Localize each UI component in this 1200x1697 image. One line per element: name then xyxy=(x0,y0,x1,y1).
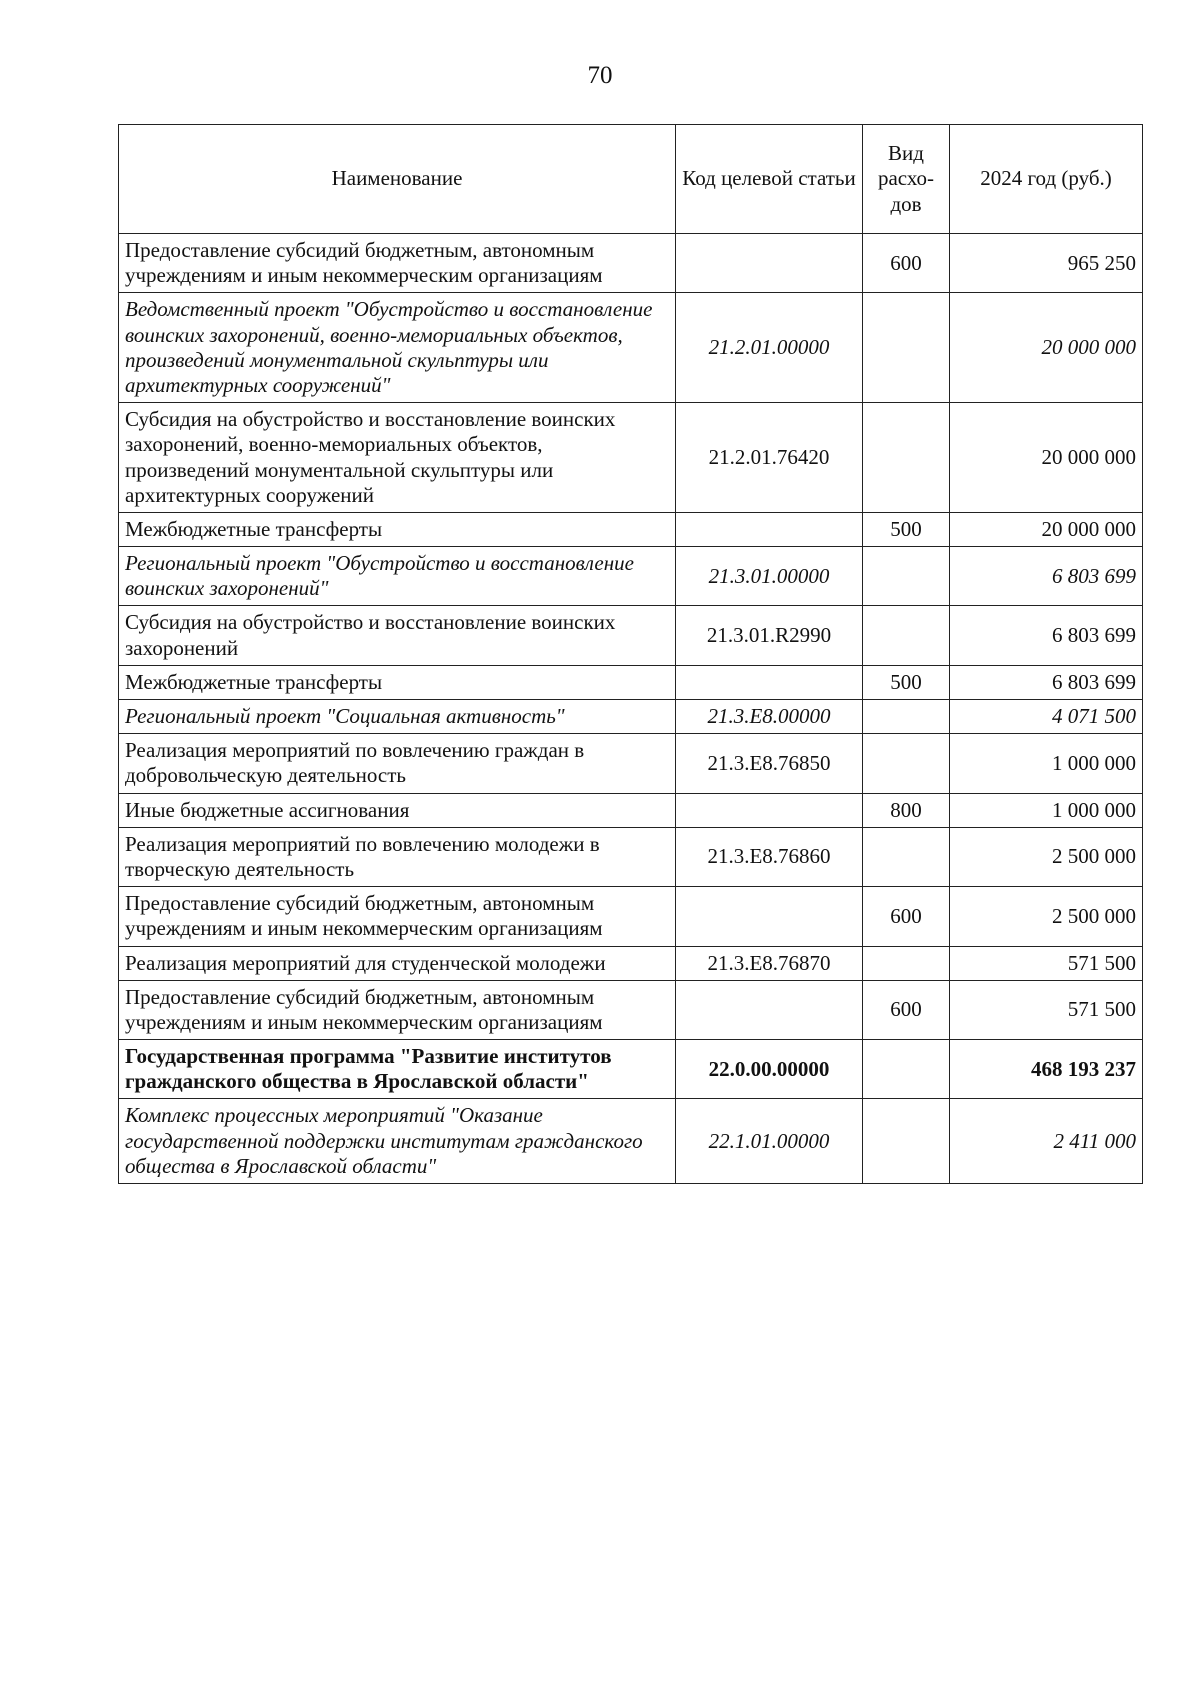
cell-sum: 965 250 xyxy=(950,234,1143,293)
cell-sum: 4 071 500 xyxy=(950,700,1143,734)
table-row xyxy=(119,946,1143,980)
cell-vid: 500 xyxy=(863,512,950,546)
header-name: Наименование xyxy=(119,125,676,234)
cell-vid xyxy=(863,403,950,513)
cell-sum: 6 803 699 xyxy=(950,665,1143,699)
cell-code: 22.0.00.00000 xyxy=(676,1040,863,1099)
cell-sum: 20 000 000 xyxy=(950,512,1143,546)
table-row xyxy=(119,293,1143,403)
cell-name: Предоставление субсидий бюджетным, автономным учреждениям и иным некоммерческим организациям xyxy=(119,980,676,1039)
cell-name: Иные бюджетные ассигнования xyxy=(119,793,676,827)
cell-code xyxy=(676,793,863,827)
cell-vid: 600 xyxy=(863,234,950,293)
cell-name: Региональный проект "Социальная активность" xyxy=(119,700,676,734)
cell-code: 21.3.E8.76850 xyxy=(676,734,863,793)
table-row xyxy=(119,1099,1143,1184)
cell-vid: 500 xyxy=(863,665,950,699)
cell-vid xyxy=(863,700,950,734)
table-row xyxy=(119,700,1143,734)
cell-name: Межбюджетные трансферты xyxy=(119,665,676,699)
cell-sum: 20 000 000 xyxy=(950,403,1143,513)
table-row xyxy=(119,512,1143,546)
cell-name: Межбюджетные трансферты xyxy=(119,512,676,546)
cell-sum: 6 803 699 xyxy=(950,547,1143,606)
cell-vid xyxy=(863,293,950,403)
header-vid: Вид расхо-дов xyxy=(863,125,950,234)
cell-name: Реализация мероприятий по вовлечению граждан в добровольческую деятельность xyxy=(119,734,676,793)
cell-code: 21.3.01.R2990 xyxy=(676,606,863,665)
cell-name: Субсидия на обустройство и восстановление воинских захоронений, военно-мемориальных объектов, произведений монументальной скульптуры или архитектурных сооружений xyxy=(119,403,676,513)
table-body xyxy=(119,234,1143,1184)
cell-code xyxy=(676,980,863,1039)
cell-vid xyxy=(863,1099,950,1184)
cell-code xyxy=(676,234,863,293)
cell-sum: 2 411 000 xyxy=(950,1099,1143,1184)
page-number: 70 xyxy=(587,62,613,89)
cell-code: 21.2.01.76420 xyxy=(676,403,863,513)
table-row xyxy=(119,234,1143,293)
cell-vid xyxy=(863,547,950,606)
cell-code: 21.3.01.00000 xyxy=(676,547,863,606)
cell-sum: 6 803 699 xyxy=(950,606,1143,665)
cell-vid xyxy=(863,1040,950,1099)
cell-sum: 20 000 000 xyxy=(950,293,1143,403)
cell-code: 21.3.E8.00000 xyxy=(676,700,863,734)
cell-vid xyxy=(863,827,950,886)
table-row xyxy=(119,665,1143,699)
cell-code xyxy=(676,665,863,699)
cell-name: Комплекс процессных мероприятий "Оказание государственной поддержки институтам гражданского общества в Ярославской области" xyxy=(119,1099,676,1184)
budget-table xyxy=(118,124,1143,1184)
cell-sum: 571 500 xyxy=(950,980,1143,1039)
header-code: Код целевой статьи xyxy=(676,125,863,234)
cell-sum: 571 500 xyxy=(950,946,1143,980)
cell-vid: 800 xyxy=(863,793,950,827)
table-row xyxy=(119,1040,1143,1099)
cell-name: Предоставление субсидий бюджетным, автономным учреждениям и иным некоммерческим организациям xyxy=(119,234,676,293)
cell-sum: 1 000 000 xyxy=(950,793,1143,827)
table-row xyxy=(119,547,1143,606)
cell-code: 21.3.E8.76860 xyxy=(676,827,863,886)
table-row xyxy=(119,606,1143,665)
header-row xyxy=(119,125,1143,234)
cell-code: 21.2.01.00000 xyxy=(676,293,863,403)
cell-vid xyxy=(863,946,950,980)
cell-vid: 600 xyxy=(863,980,950,1039)
cell-name: Государственная программа "Развитие институтов гражданского общества в Ярославской области" xyxy=(119,1040,676,1099)
cell-sum: 2 500 000 xyxy=(950,887,1143,946)
cell-vid: 600 xyxy=(863,887,950,946)
cell-sum: 2 500 000 xyxy=(950,827,1143,886)
table-row xyxy=(119,827,1143,886)
table-row xyxy=(119,403,1143,513)
table-row xyxy=(119,887,1143,946)
cell-vid xyxy=(863,606,950,665)
cell-name: Региональный проект "Обустройство и восстановление воинских захоронений" xyxy=(119,547,676,606)
table-row xyxy=(119,980,1143,1039)
cell-name: Реализация мероприятий по вовлечению молодежи в творческую деятельность xyxy=(119,827,676,886)
cell-name: Ведомственный проект "Обустройство и восстановление воинских захоронений, военно-мемориальных объектов, произведений монументальной скульптуры или архитектурных сооружений" xyxy=(119,293,676,403)
cell-vid xyxy=(863,734,950,793)
cell-sum: 468 193 237 xyxy=(950,1040,1143,1099)
cell-code xyxy=(676,512,863,546)
cell-code: 22.1.01.00000 xyxy=(676,1099,863,1184)
cell-name: Реализация мероприятий для студенческой молодежи xyxy=(119,946,676,980)
cell-code xyxy=(676,887,863,946)
cell-code: 21.3.E8.76870 xyxy=(676,946,863,980)
cell-sum: 1 000 000 xyxy=(950,734,1143,793)
cell-name: Субсидия на обустройство и восстановление воинских захоронений xyxy=(119,606,676,665)
header-sum: 2024 год (руб.) xyxy=(950,125,1143,234)
table-row xyxy=(119,793,1143,827)
table-row xyxy=(119,734,1143,793)
cell-name: Предоставление субсидий бюджетным, автономным учреждениям и иным некоммерческим организациям xyxy=(119,887,676,946)
